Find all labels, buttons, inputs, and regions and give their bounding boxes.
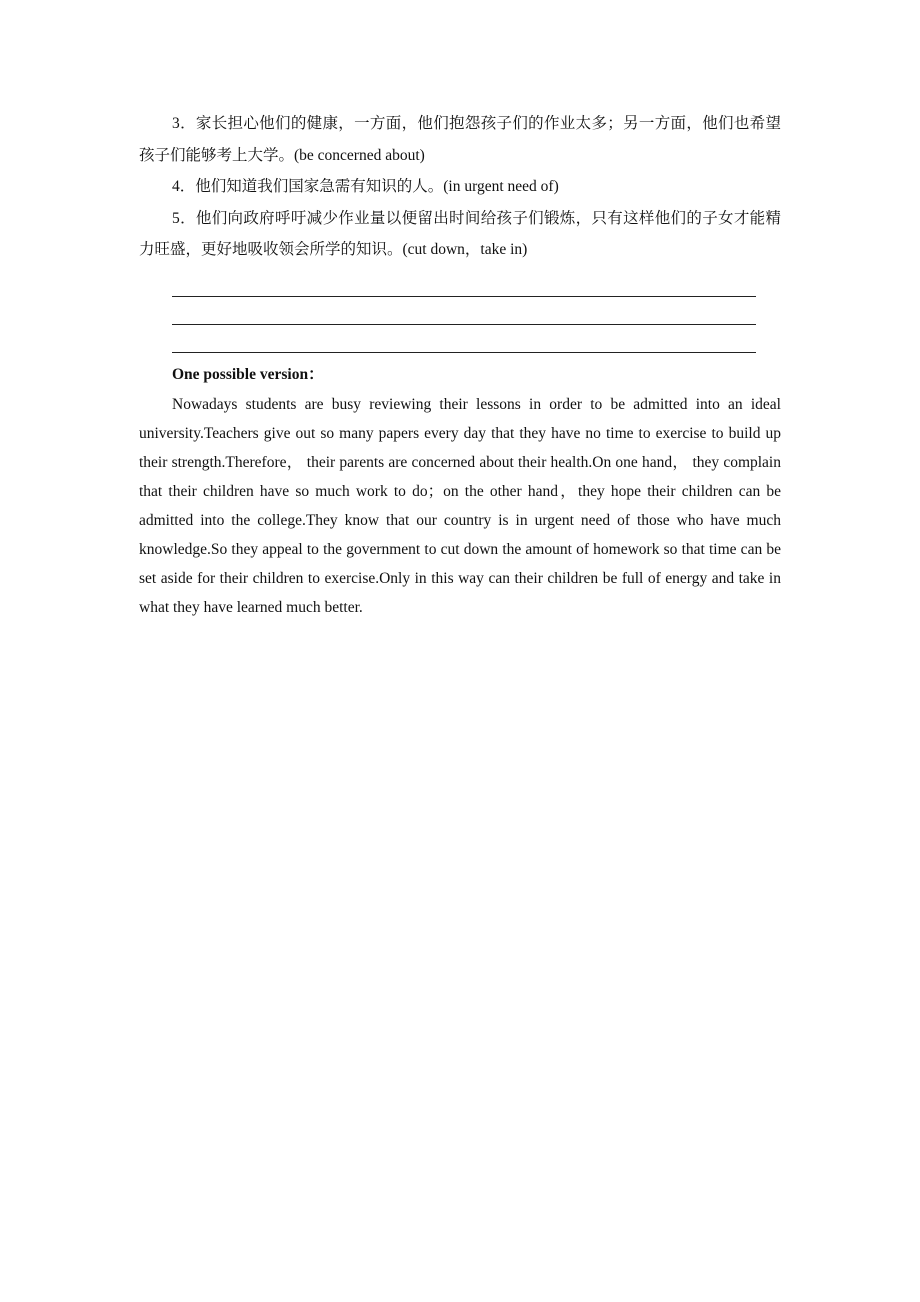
version-body: Nowadays students are busy reviewing their lessons in order to be admitted into an ideal university.Teachers give out so many papers every day that they have no time to exercise to build up their strength.Therefore， their parents are concerned about their health.On one hand， they complain that their children have so much work to do；on the other hand，they hope their children can be admitted into the college.They know that our country is in urgent need of those who have much knowledge.So they appeal to the government to cut down the amount of homework so that time can be set aside for their children to exercise.Only in this way can their children be full of energy and take in what they have learned much better.: [139, 395, 781, 616]
answer-line: [172, 297, 756, 325]
question-3: 3．家长担心他们的健康，一方面，他们抱怨孩子们的作业太多；另一方面，他们也希望孩子们能够考上大学。(be concerned about): [139, 115, 781, 164]
document-page: [139, 108, 781, 622]
answer-line: [172, 325, 756, 353]
answer-lines: [139, 269, 781, 353]
answer-line: [172, 269, 756, 297]
question-5: 5．他们向政府呼吁减少作业量以便留出时间给孩子们锻炼，只有这样他们的子女才能精力旺盛，更好地吸收领会所学的知识。(cut down，take in): [139, 209, 781, 258]
question-4: 4．他们知道我们国家急需有知识的人。(in urgent need of): [172, 178, 559, 195]
version-title: One possible version：: [172, 365, 324, 383]
